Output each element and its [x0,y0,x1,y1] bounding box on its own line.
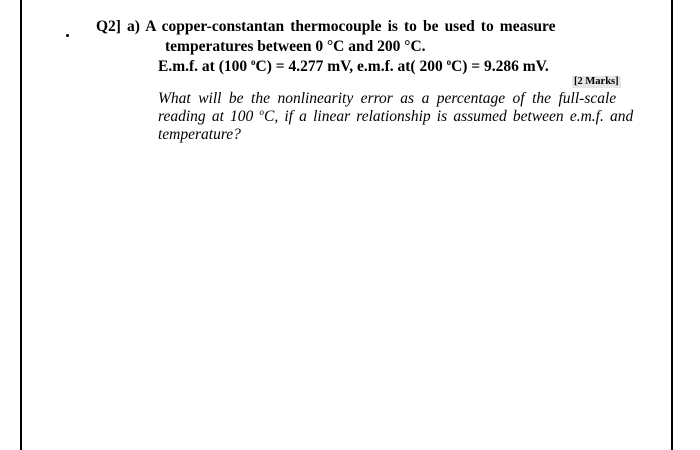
degree-superscript: o [446,56,452,67]
page-right-border [671,0,673,450]
question-text-line2-prefix: reading at 100 [158,108,260,125]
question-text-line3: temperature? [158,126,241,143]
emf-mid: C) = 4.277 mV, e.m.f. at( 200 [255,58,447,75]
emf-prefix: E.m.f. at (100 [158,58,251,75]
question-heading-line [96,18,555,36]
emf-suffix: C) = 9.286 mV. [451,58,549,75]
question-text-line2-suffix: C, if a linear relationship is assumed between e.m.f. and [263,108,634,125]
bullet-dot [66,34,69,37]
degree-superscript: o [259,106,264,117]
degree-superscript: o [251,56,256,67]
question-text-line1: What will be the nonlinearity error as a percentage of the full-scale [158,90,617,107]
question-statement-line1: A copper-constantan thermocouple is to be used to measure [145,18,556,35]
question-text-line2 [158,108,633,126]
page-left-border [20,0,22,450]
question-part: a) [127,18,140,35]
emf-values-line [158,58,549,76]
marks-badge: [2 Marks] [574,76,619,87]
question-statement-line2: temperatures between 0 °C and 200 °C. [165,38,426,55]
question-number: Q2] [96,18,121,35]
